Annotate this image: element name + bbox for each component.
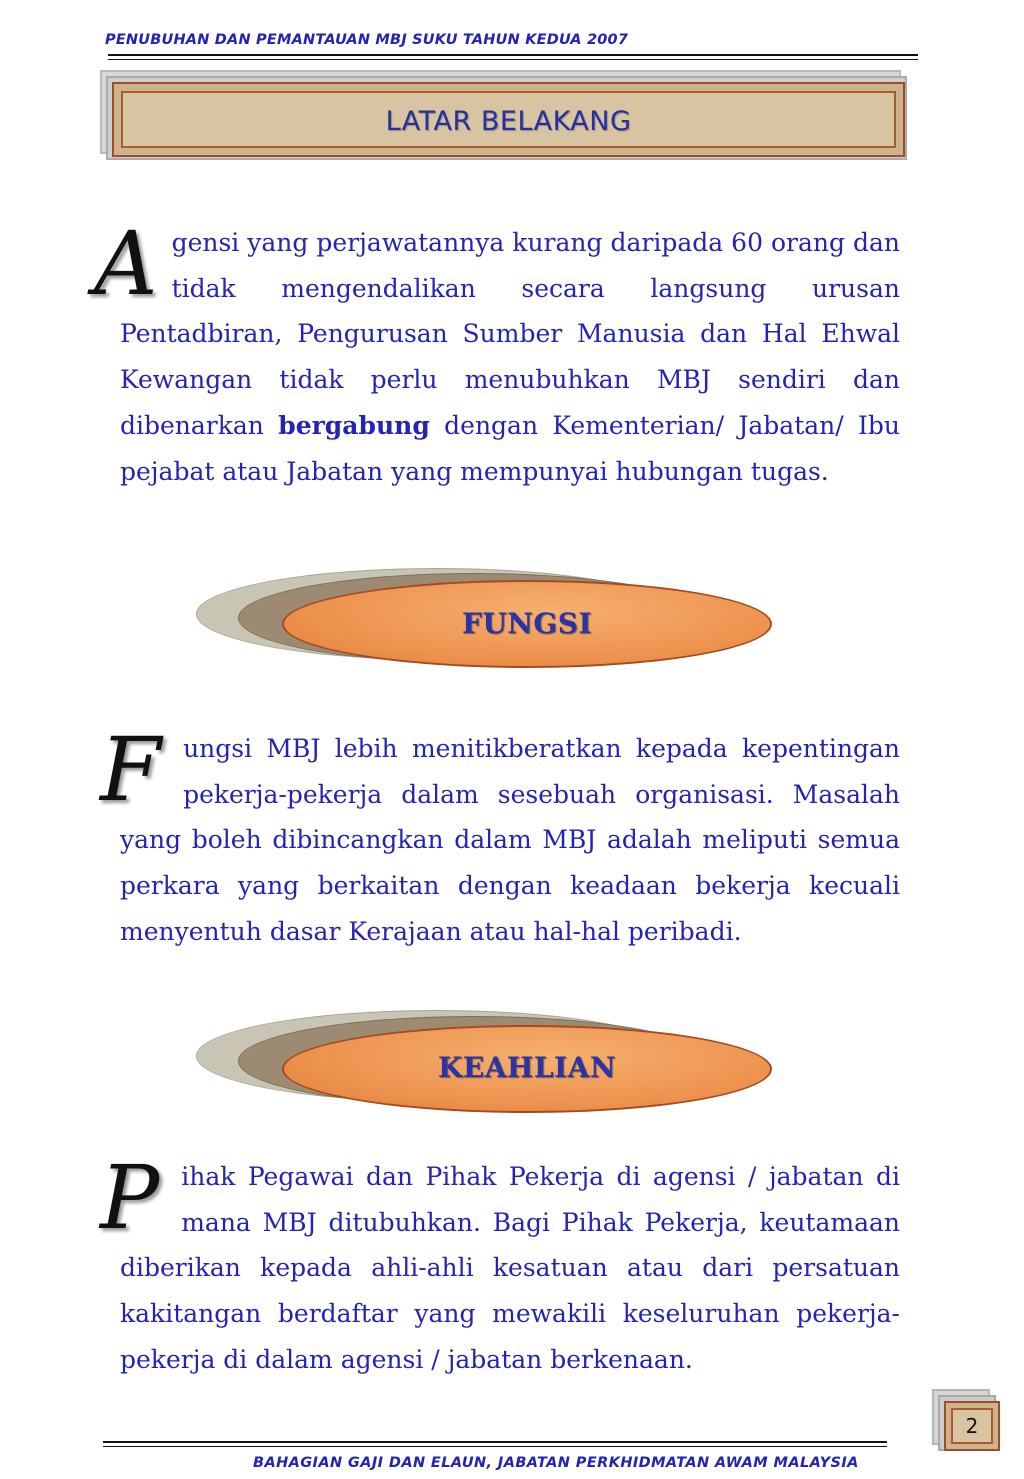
drop-cap: P (100, 1146, 160, 1249)
bold-term: bergabung (278, 410, 430, 440)
paragraph-text: gensi yang perjawatannya kurang daripada 60 orang dan tidak mengendalikan secara langsung urusan Pentadbiran, Pengurusan Sumber Manusia dan Hal Ehwal Kewangan tidak perlu menubuhkan MBJ sendiri dan dibenarkan (120, 228, 900, 440)
header-rule-bottom (108, 59, 918, 60)
paragraph-fungsi (100, 718, 900, 955)
section-heading: KEAHLIAN (438, 1051, 616, 1084)
drop-cap: F (100, 718, 162, 821)
footer-rule-bottom (103, 1446, 887, 1447)
paragraph-latar-belakang (94, 212, 900, 494)
header-rule-top (108, 54, 918, 56)
footer-rule-top (103, 1441, 887, 1443)
drop-cap: A (94, 212, 158, 315)
section-title: LATAR BELAKANG (385, 106, 632, 137)
paragraph-text: ungsi MBJ lebih menitikberatkan kepada kepentingan pekerja-pekerja dalam sesebuah organisasi. Masalah yang boleh dibincangkan dalam MBJ adalah meliputi semua perkara yang berkaitan dengan keadaan bekerja kecuali menyentuh dasar Kerajaan atau hal-hal peribadi. (120, 734, 900, 946)
page-number: 2 (944, 1401, 1000, 1451)
title-box (112, 82, 905, 157)
paragraph-text: dengan Kementerian/ Jabatan/ Ibu pejabat atau Jabatan yang mempunyai hubungan tugas. (120, 410, 900, 486)
paragraph-keahlian (100, 1146, 900, 1383)
running-header: PENUBUHAN DAN PEMANTAUAN MBJ SUKU TAHUN KEDUA 2007 (105, 32, 629, 48)
footer-text: BAHAGIAN GAJI DAN ELAUN, JABATAN PERKHIDMATAN AWAM MALAYSIA (253, 1455, 859, 1471)
paragraph-text: ihak Pegawai dan Pihak Pekerja di agensi / jabatan di mana MBJ ditubuhkan. Bagi Pihak Pekerja, keutamaan diberikan kepada ahli-ahli kesatuan atau dari persatuan kakitangan berdaftar yang mewakili keseluruhan pekerja-pekerja di dalam agensi / jabatan berkenaan. (120, 1162, 900, 1374)
section-heading: FUNGSI (461, 607, 593, 640)
